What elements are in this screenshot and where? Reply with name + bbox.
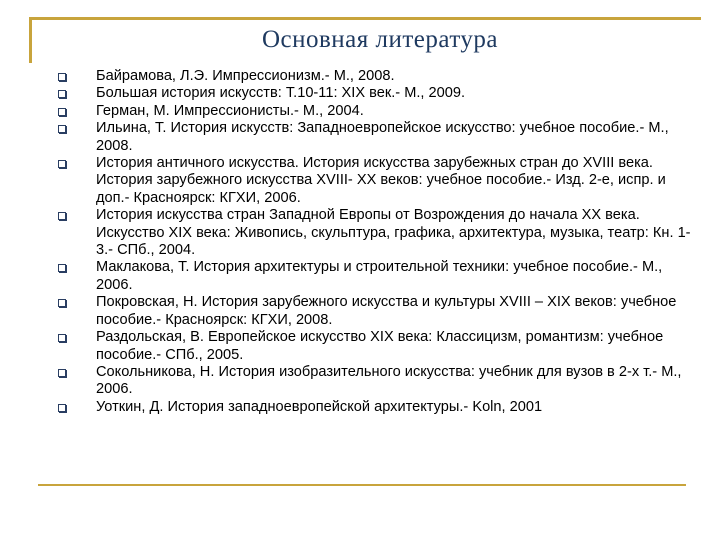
list-item bbox=[58, 329, 698, 364]
list-item-text: Покровская, Н. История зарубежного искусства и культуры XVIII – XIX веков: учебное пособие.- Красноярск: КГХИ, 2008. bbox=[96, 294, 677, 328]
list-item bbox=[58, 399, 698, 416]
list-item-text: Раздольская, В. Европейское искусство XIX века: Классицизм, романтизм: учебное пособие.- СПб., 2005. bbox=[96, 329, 664, 363]
checkbox-bullet-icon bbox=[58, 299, 66, 307]
bibliography-list bbox=[58, 68, 698, 416]
checkbox-bullet-icon bbox=[58, 212, 66, 220]
checkbox-bullet-icon bbox=[58, 264, 66, 272]
list-item-text: Уоткин, Д. История западноевропейской архитектуры.- Koln, 2001 bbox=[96, 398, 543, 415]
list-item bbox=[58, 155, 698, 207]
checkbox-bullet-icon bbox=[58, 73, 66, 81]
list-item bbox=[58, 120, 698, 155]
list-item bbox=[58, 85, 698, 102]
list-item bbox=[58, 364, 698, 399]
list-item bbox=[58, 259, 698, 294]
list-item bbox=[58, 103, 698, 120]
checkbox-bullet-icon bbox=[58, 334, 66, 342]
list-item-text: Байрамова, Л.Э. Импрессионизм.- М., 2008. bbox=[96, 68, 395, 84]
frame-top-line bbox=[29, 17, 701, 20]
slide-title: Основная литература bbox=[261, 26, 499, 53]
list-item-text: История искусства стран Западной Европы от Возрождения до начала XX века. Искусство XIX века: Живопись, скульптура, графика, архитектура, музыка, театр: Кн. 1-3.- СПб., 2004. bbox=[96, 207, 691, 259]
list-item bbox=[58, 294, 698, 329]
list-item-text: Ильина, Т. История искусств: Западноевропейское искусство: учебное пособие.- М., 2008. bbox=[96, 120, 669, 154]
checkbox-bullet-icon bbox=[58, 90, 66, 98]
checkbox-bullet-icon bbox=[58, 160, 66, 168]
list-item-text: Сокольникова, Н. История изобразительного искусства: учебник для вузов в 2-х т.- М., 2006. bbox=[96, 363, 682, 398]
checkbox-bullet-icon bbox=[58, 125, 66, 133]
list-item-text: Герман, М. Импрессионисты.- М., 2004. bbox=[96, 102, 364, 119]
frame-bottom-line bbox=[38, 484, 686, 486]
checkbox-bullet-icon bbox=[58, 108, 66, 116]
checkbox-bullet-icon bbox=[58, 404, 66, 412]
list-item bbox=[58, 207, 698, 259]
list-item-text: История античного искусства. История искусства зарубежных стран до XVIII века. История зарубежного искусства XVIII- XX веков: учебное пособие.- Изд. 2-е, испр. и доп.- Красноярск: КГХИ, 2006. bbox=[96, 155, 666, 206]
list-item-text: Большая история искусств: Т.10-11: XIX век.- М., 2009. bbox=[96, 85, 466, 102]
list-item-text: Маклакова, Т. История архитектуры и строительной техники: учебное пособие.- М., 2006. bbox=[96, 259, 663, 293]
list-item bbox=[58, 68, 698, 85]
checkbox-bullet-icon bbox=[58, 369, 66, 377]
